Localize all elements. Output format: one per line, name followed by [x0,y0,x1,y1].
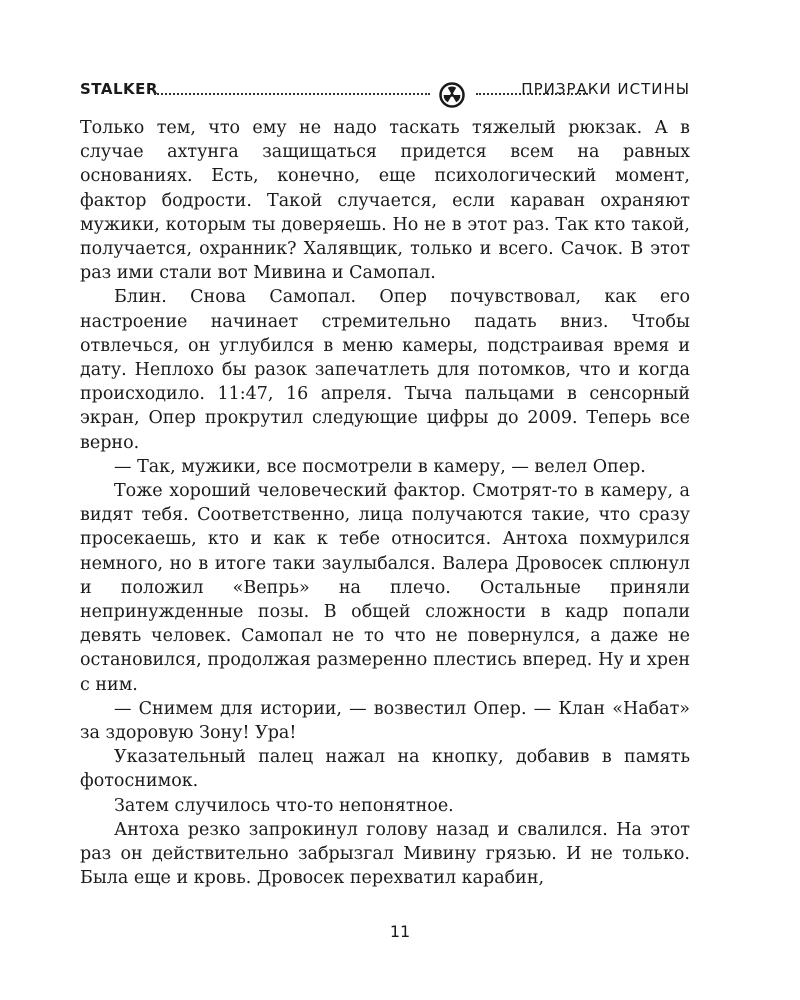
paragraph: — Так, мужики, все посмотрели в камеру, — велел Опер. [114,456,646,477]
page-number: 11 [389,922,411,941]
paragraph: Затем случилось что-то непонятное. [114,795,454,816]
paragraph: Тоже хороший человеческий фактор. Смотрят-то в камеру, а видят тебя. Соответственно, лица получаются такие, что сразу просекаешь, кто и как к тебе относится. Антоха похмурился немного, но в итоге таки заулыбался. Валера Дровосек сплюнул и положил «Вепрь» на плечо. Остальные приняли непринужденные позы. В общей сложности в кадр попали девять человек. Самопал не то что не повернулся, а даже не остановился, продолжая размеренно плестись вперед. Ну и хрен с ним. [80,481,690,695]
header-dotted-rule-left [154,93,430,95]
paragraph: Антоха резко запрокинул голову назад и свалился. На этот раз он действительно забрызгал Мивину грязью. И не только. Была еще и кровь. Дровосек перехватил карабин, [80,819,690,889]
paragraph: Только тем, что ему не надо таскать тяжелый рюкзак. А в случае ахтунга защищаться придется всем на равных основаниях. Есть, конечно, еще психологический момент, фактор бодрости. Такой случается, если караван охраняют мужики, которым ты доверяешь. Но не в этот раз. Так кто такой, получается, охранник? Халявщик, только и всего. Сачок. В этот раз ими стали вот Мивина и Самопал. [80,118,690,284]
radiation-icon [435,82,469,108]
running-header [80,78,690,108]
paragraph: — Снимем для истории, — возвестил Опер. — Клан «Набат» за здоровую Зону! Ура! [80,698,690,744]
paragraph: Блин. Снова Самопал. Опер почувствовал, как его настроение начинает стремительно падать вниз. Чтобы отвлечься, он углубился в меню камеры, подстраивая время и дату. Неплохо бы разок запечатлеть для потомков, что и когда происходило. 11:47, 16 апреля. Тыча пальцами в сенсорный экран, Опер прокрутил следующие цифры до 2009. Теперь все верно. [80,287,690,453]
body-text [80,116,690,891]
book-title: ПРИЗРАКИ ИСТИНЫ [521,80,690,98]
paragraph: Указательный палец нажал на кнопку, добавив в память фотоснимок. [80,747,690,792]
series-name: STALKER [80,80,158,98]
